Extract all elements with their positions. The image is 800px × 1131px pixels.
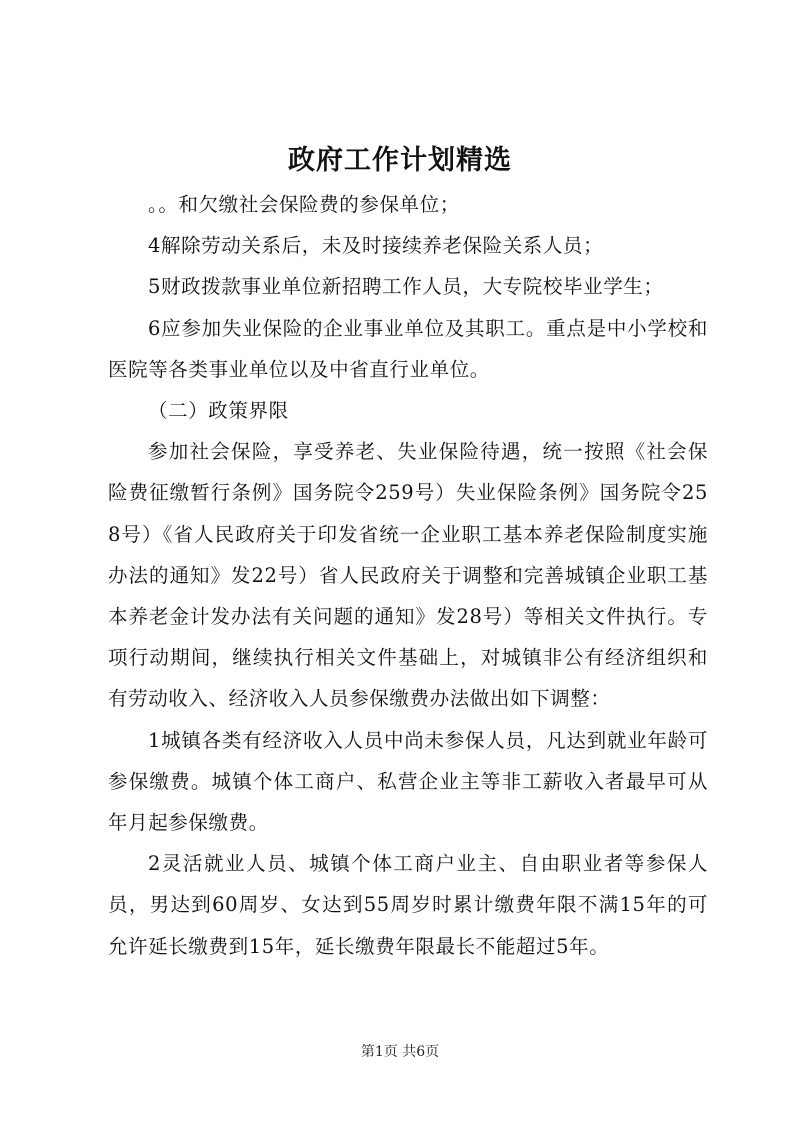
- section-heading-policy-limits: （二）政策界限: [148, 399, 289, 423]
- page-title: 政府工作计划精选: [288, 145, 512, 176]
- paragraph-item-6: 6应参加失业保险的企业事业单位及其职工。重点是中小学校和医院等各类事业单位以及中省直行业单位。: [108, 316, 708, 381]
- page-number-footer: 第1页 共6页: [360, 1044, 440, 1060]
- paragraph-adjustment-1: 1城镇各类有经济收入人员中尚未参保人员，凡达到就业年龄可参保缴费。城镇个体工商户、私营企业主等非工薪收入者最早可从年月起参保缴费。: [108, 728, 708, 835]
- document-body: [108, 184, 708, 967]
- paragraph-adjustment-2: 2灵活就业人员、城镇个体工商户业主、自由职业者等参保人员，男达到60周岁、女达到55周岁时累计缴费年限不满15年的可允许延长缴费到15年，延长缴费年限最长不能超过5年。: [108, 852, 708, 958]
- paragraph-policy-basis: 参加社会保险，享受养老、失业保险待遇，统一按照《社会保险费征缴暂行条例》国务院令259号）失业保险条例》国务院令258号）《省人民政府关于印发省统一企业职工基本养老保险制度实施办法的通知》发22号）省人民政府关于调整和完善城镇企业职工基本养老金计发办法有关问题的通知》发28号）等相关文件执行。专项行动期间，继续执行相关文件基础上，对城镇非公有经济组织和有劳动收入、经济收入人员参保缴费办法做出如下调整：: [108, 440, 708, 711]
- paragraph-item-4: 4解除劳动关系后，未及时接续养老保险关系人员；: [148, 234, 604, 258]
- paragraph-item-5: 5财政拨款事业单位新招聘工作人员，大专院校毕业学生；: [148, 275, 664, 299]
- paragraph-unpaid-units: 。。和欠缴社会保险费的参保单位；: [148, 193, 460, 216]
